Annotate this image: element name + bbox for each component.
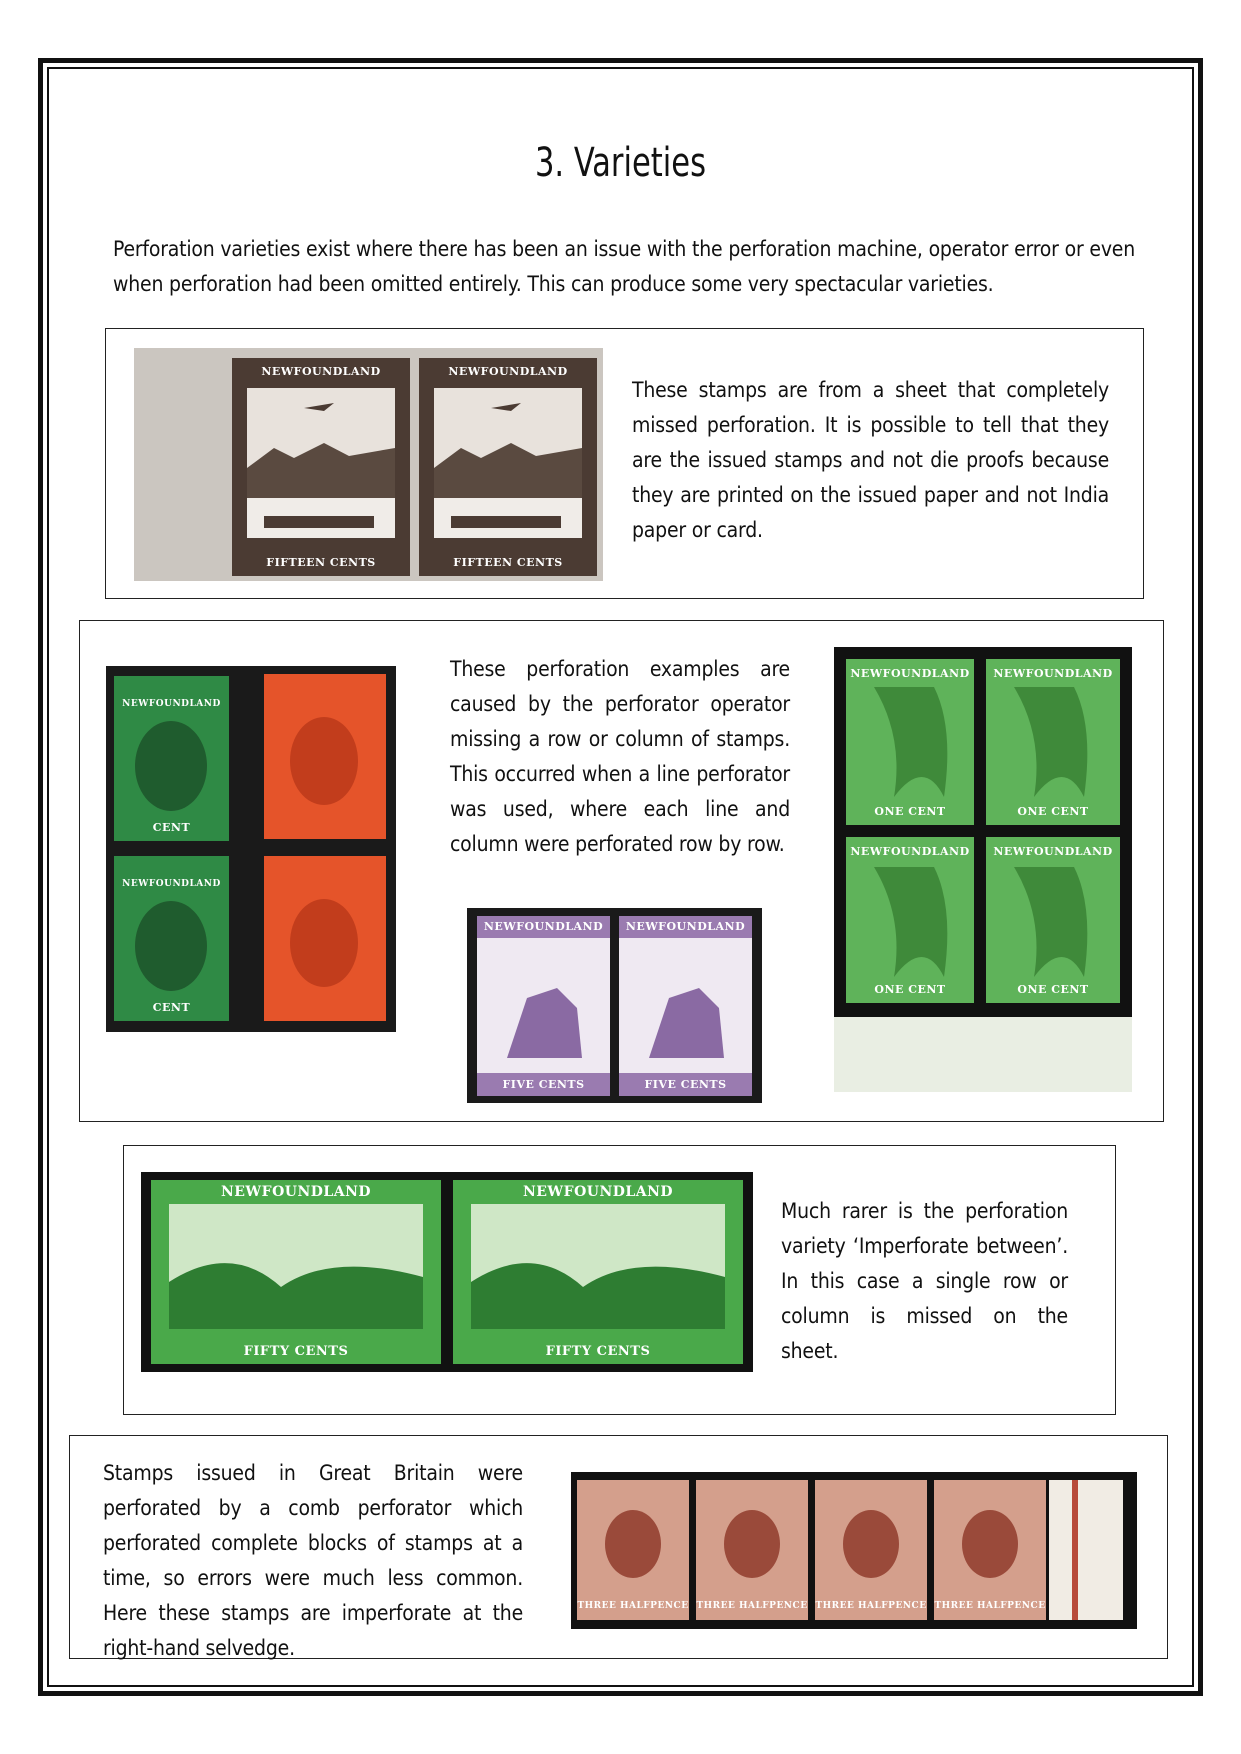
- stamp-denomination-label: FIFTY CENTS: [243, 1344, 349, 1359]
- codfish-block-image: [834, 647, 1132, 1092]
- section-2-text: These perforation examples are caused by the perforator operator missing a row or column of stamps. This occurred when a line perforator was used, where each line and column were perforated row by row.: [450, 657, 790, 856]
- stamp-denomination-label: FIVE CENTS: [502, 1078, 585, 1091]
- stamp-country-label: NEWFOUNDLAND: [220, 1184, 372, 1200]
- section-1-text: These stamps are from a sheet that completely missed perforation. It is possible to tell that they are the issued stamps and not die proofs because they are printed on the issued paper and not India paper or card.: [632, 378, 1109, 542]
- stamp-denomination-label: THREE HALFPENCE: [577, 1601, 689, 1611]
- stamp-denomination-label: FIFTEEN CENTS: [453, 556, 563, 569]
- stamp-country-label: NEWFOUNDLAND: [993, 845, 1113, 858]
- stamp-denomination-label: THREE HALFPENCE: [934, 1601, 1046, 1611]
- stamp-denomination-label: FIFTEEN CENTS: [266, 556, 376, 569]
- stamp-country-label: NEWFOUNDLAND: [261, 365, 381, 378]
- stamp-denomination-label: CENT: [152, 1001, 191, 1014]
- intro-paragraph: Perforation varieties exist where there has been an issue with the perforation machine, operator error or even when perforation had been omitted entirely. This can produce some very spectacular varieties.: [113, 237, 1135, 296]
- stamp-country-label: NEWFOUNDLAND: [122, 879, 221, 889]
- stamp-denomination-label: THREE HALFPENCE: [815, 1601, 927, 1611]
- section-3-text: Much rarer is the perforation variety ‘Imperforate between’. In this case a single row or column is missed on the sheet.: [781, 1199, 1068, 1363]
- caribou-pair-image: [467, 908, 762, 1103]
- imperforate-between-pair-image: [141, 1172, 753, 1372]
- imperforate-airmail-pair-drawing: [134, 348, 603, 581]
- gb-strip-image: [571, 1472, 1137, 1629]
- green-orange-pairs-drawing: [106, 666, 396, 1032]
- stamp-country-label: NEWFOUNDLAND: [625, 920, 746, 933]
- codfish-block-drawing: [834, 647, 1132, 1092]
- stamp-denomination-label: ONE CENT: [1017, 983, 1089, 996]
- stamp-country-label: NEWFOUNDLAND: [850, 667, 970, 680]
- stamp-denomination-label: FIFTY CENTS: [545, 1344, 651, 1359]
- green-and-orange-pairs-image: [106, 666, 396, 1032]
- stamp-country-label: NEWFOUNDLAND: [483, 920, 604, 933]
- stamp-country-label: NEWFOUNDLAND: [122, 699, 221, 709]
- section-4-text: Stamps issued in Great Britain were perforated by a comb perforator which perforated complete blocks of stamps at a time, so errors were much less common. Here these stamps are imperforate at the right-hand selvedge.: [103, 1461, 523, 1660]
- stamp-country-label: NEWFOUNDLAND: [850, 845, 970, 858]
- stamp-denomination-label: THREE HALFPENCE: [696, 1601, 808, 1611]
- stamp-country-label: NEWFOUNDLAND: [522, 1184, 674, 1200]
- page-title: 3. Varieties: [534, 140, 707, 186]
- stamp-country-label: NEWFOUNDLAND: [448, 365, 568, 378]
- stamp-country-label: NEWFOUNDLAND: [993, 667, 1113, 680]
- stamp-denomination-label: ONE CENT: [874, 805, 946, 818]
- stamp-denomination-label: FIVE CENTS: [644, 1078, 727, 1091]
- stamp-denomination-label: ONE CENT: [1017, 805, 1089, 818]
- stamp-denomination-label: CENT: [152, 821, 191, 834]
- caribou-pair-drawing: [467, 908, 762, 1103]
- imperforate-airmail-pair-image: [134, 348, 603, 581]
- airmail-50-pair-drawing: [141, 1172, 753, 1372]
- stamp-denomination-label: ONE CENT: [874, 983, 946, 996]
